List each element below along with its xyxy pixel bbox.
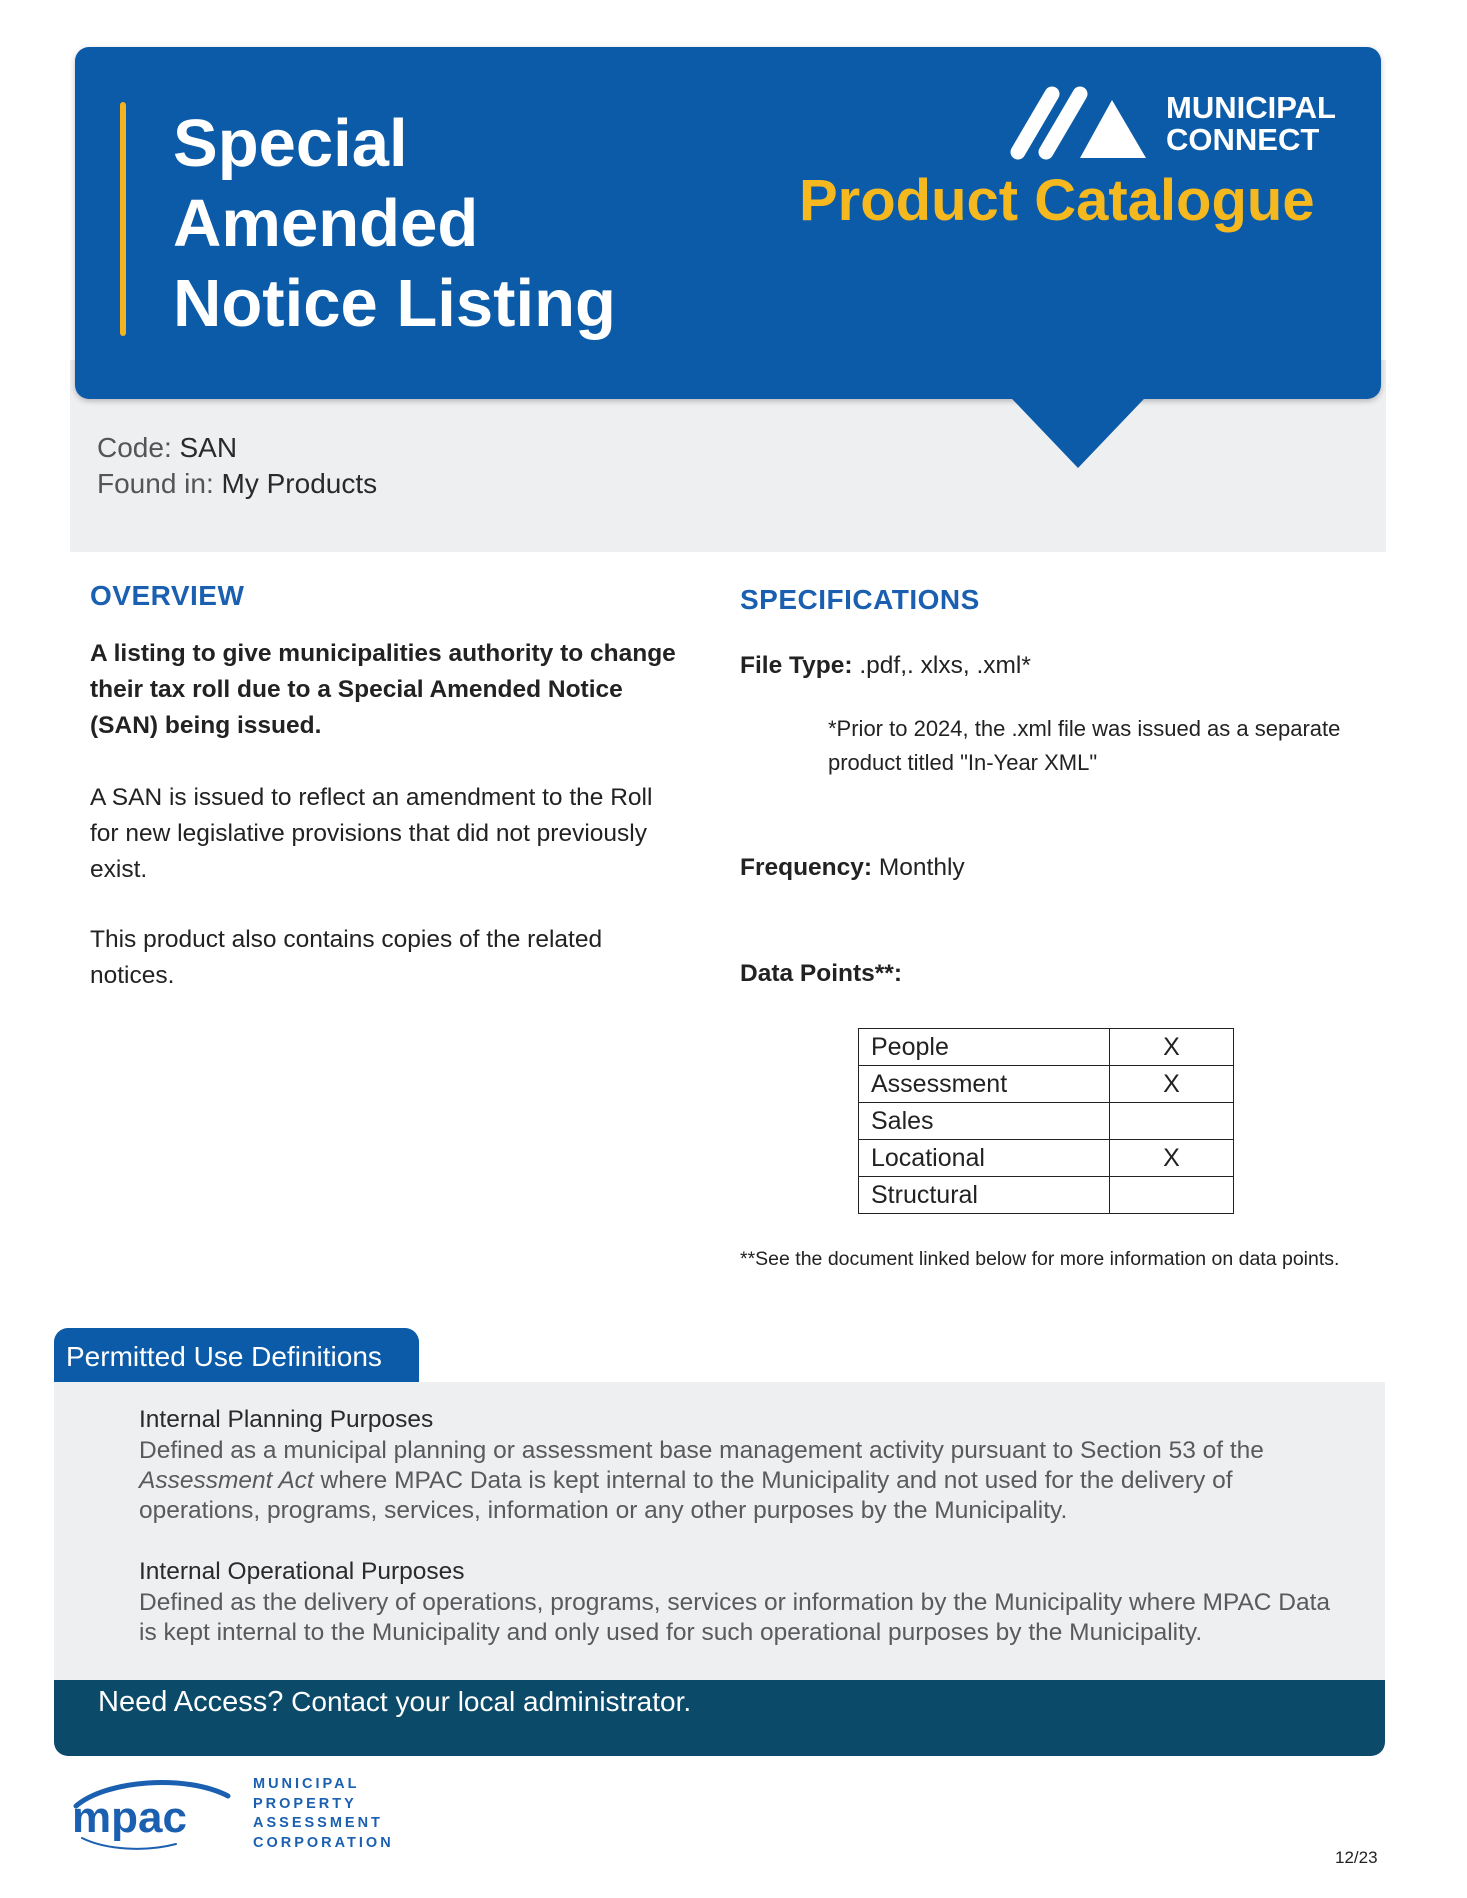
operational-purposes-text: Defined as the delivery of operations, programs, services or information by the Municipality where MPAC Data is kept internal to the Municipality and only used for such operational purposes by the Municipality. xyxy=(139,1589,1331,1646)
page-title xyxy=(173,104,773,344)
data-point-mark: X xyxy=(1110,1029,1234,1066)
page-number: 12/23 xyxy=(1335,1848,1378,1867)
file-type-label: File Type: xyxy=(740,652,853,679)
mpac-organization-name xyxy=(253,1775,394,1853)
need-access-label: Need Access? xyxy=(98,1686,284,1718)
banner-pointer xyxy=(994,380,1162,468)
data-point-mark xyxy=(1110,1177,1234,1214)
assessment-act-reference: Assessment Act xyxy=(139,1467,314,1494)
mpac-logo-icon xyxy=(66,1774,236,1854)
brand-name xyxy=(1166,92,1336,156)
table-row xyxy=(859,1177,1234,1214)
data-point-name: People xyxy=(859,1029,1110,1066)
data-points-line xyxy=(740,956,902,992)
planning-purposes-text xyxy=(139,1436,1349,1526)
code-label: Code: xyxy=(97,432,172,463)
file-type-line xyxy=(740,648,1031,684)
table-row xyxy=(859,1029,1234,1066)
found-in-label: Found in: xyxy=(97,468,214,499)
code-line xyxy=(97,430,377,466)
planning-purposes-heading: Internal Planning Purposes xyxy=(139,1406,434,1433)
overview-heading: OVERVIEW xyxy=(90,580,245,611)
table-row xyxy=(859,1140,1234,1177)
data-point-mark: X xyxy=(1110,1140,1234,1177)
planning-text-pre: Defined as a municipal planning or assessment base management activity pursuant to Section 53 of the xyxy=(139,1437,1264,1464)
data-point-name: Sales xyxy=(859,1103,1110,1140)
product-catalogue-title: Product Catalogue xyxy=(799,168,1315,233)
title-line-3: Notice Listing xyxy=(173,266,616,341)
found-in-value: My Products xyxy=(221,468,378,499)
title-accent-bar xyxy=(120,102,126,336)
product-code-info xyxy=(97,430,377,502)
file-type-value: .pdf,. xlxs, .xml* xyxy=(859,652,1031,679)
brand-line-1: MUNICIPAL xyxy=(1166,90,1336,125)
permitted-use-tab: Permitted Use Definitions xyxy=(54,1328,419,1384)
mpac-wordmark: mpac xyxy=(72,1793,187,1842)
planning-text-post: where MPAC Data is kept internal to the Municipality and not used for the delivery of operations, programs, services, information or any other purposes by the Municipality. xyxy=(139,1467,1233,1524)
data-point-mark xyxy=(1110,1103,1234,1140)
table-row xyxy=(859,1066,1234,1103)
overview-paragraph-1: A SAN is issued to reflect an amendment to the Roll for new legislative provisions that did not previously exist. xyxy=(90,784,653,883)
frequency-line xyxy=(740,850,965,886)
title-line-1: Special xyxy=(173,106,408,181)
need-access-banner xyxy=(54,1680,1385,1756)
file-type-note: *Prior to 2024, the .xml file was issued as a separate product titled "In-Year XML" xyxy=(828,716,1341,775)
data-point-name: Assessment xyxy=(859,1066,1110,1103)
data-point-name: Locational xyxy=(859,1140,1110,1177)
data-points-label: Data Points**: xyxy=(740,960,903,987)
org-line-1: MUNICIPAL xyxy=(253,1776,360,1792)
overview-lead-text: A listing to give municipalities authority to change their tax roll due to a Special Amended Notice (SAN) being issued. xyxy=(90,640,676,739)
org-line-2: PROPERTY xyxy=(253,1795,357,1812)
data-point-mark: X xyxy=(1110,1066,1234,1103)
municipal-connect-logo-icon xyxy=(1008,84,1150,162)
title-line-2: Amended xyxy=(173,186,479,261)
frequency-label: Frequency: xyxy=(740,854,873,881)
brand-line-2: CONNECT xyxy=(1166,122,1320,157)
operational-purposes-heading: Internal Operational Purposes xyxy=(139,1558,465,1585)
need-access-text: Contact your local administrator. xyxy=(283,1686,692,1717)
org-line-4: CORPORATION xyxy=(253,1834,394,1851)
code-value: SAN xyxy=(179,432,238,463)
data-points-table xyxy=(858,1028,1234,1214)
data-point-name: Structural xyxy=(859,1177,1110,1214)
overview-lead xyxy=(90,636,680,744)
found-in-line xyxy=(97,466,377,502)
overview-paragraph-2: This product also contains copies of the related notices. xyxy=(90,926,603,989)
data-points-footnote: **See the document linked below for more information on data points. xyxy=(740,1248,1340,1270)
table-row xyxy=(859,1103,1234,1140)
frequency-value: Monthly xyxy=(878,854,965,881)
org-line-3: ASSESSMENT xyxy=(253,1815,383,1831)
specifications-heading: SPECIFICATIONS xyxy=(740,584,980,615)
